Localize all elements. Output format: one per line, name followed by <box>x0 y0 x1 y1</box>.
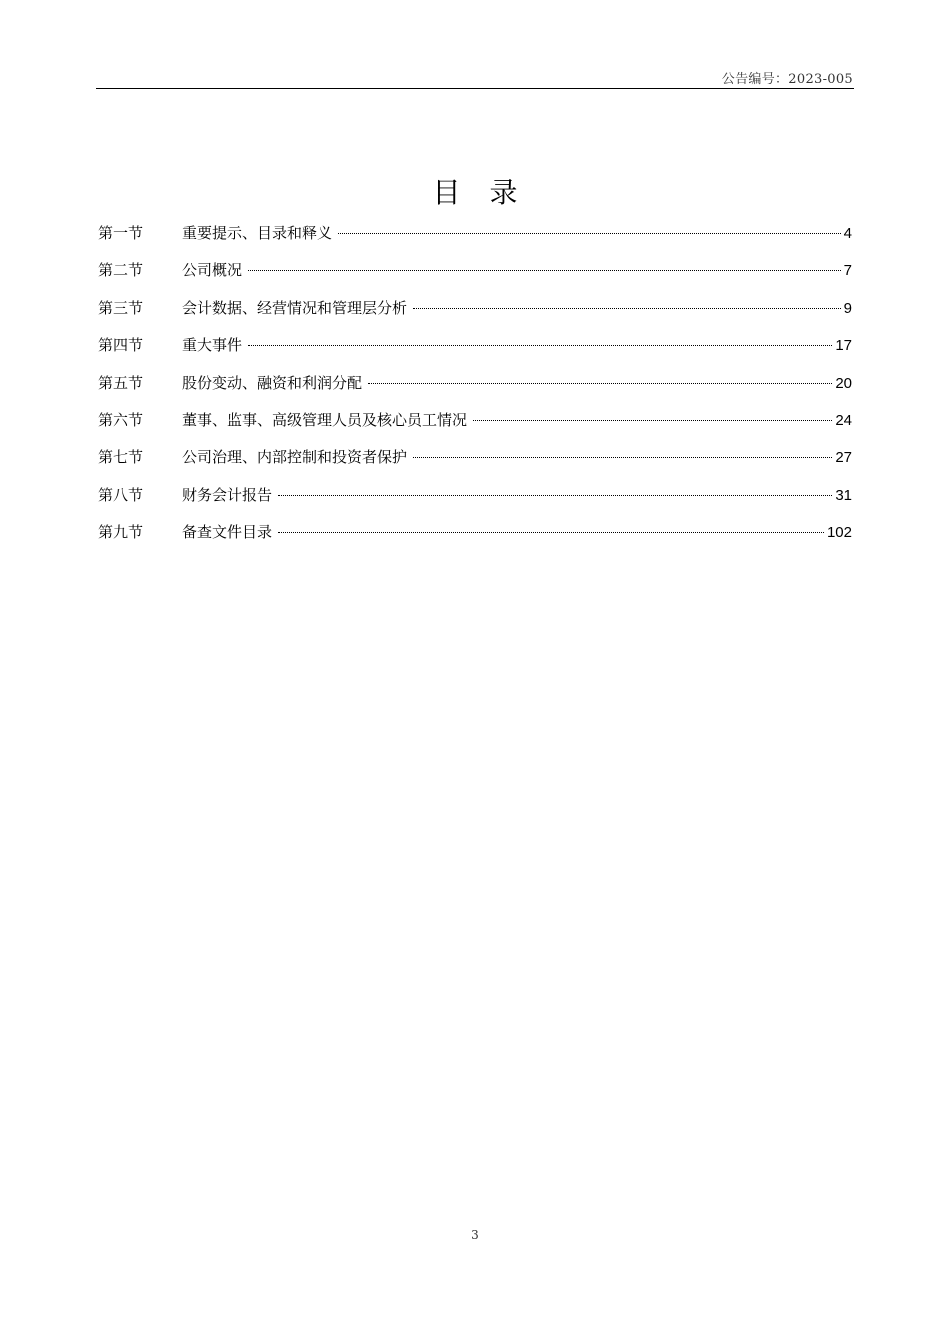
toc-page-number: 102 <box>826 524 852 542</box>
toc-section-number: 第七节 <box>98 448 144 467</box>
toc-page-number: 24 <box>835 411 852 429</box>
toc-section-number: 第六节 <box>98 410 144 429</box>
toc-section-number: 第五节 <box>98 373 144 392</box>
dot-leader <box>473 420 832 421</box>
dot-leader <box>248 270 841 271</box>
toc-entry[interactable] <box>98 481 852 518</box>
toc-section-number: 第九节 <box>98 523 144 542</box>
toc-section-number: 第四节 <box>98 336 144 355</box>
toc-section-title: 重要提示、目录和释义 <box>182 224 333 242</box>
dot-leader <box>368 383 832 384</box>
toc-section-title: 公司概况 <box>182 261 243 280</box>
table-of-contents <box>98 219 852 556</box>
toc-entry[interactable] <box>98 294 852 331</box>
toc-page-number: 27 <box>835 449 852 467</box>
toc-page-number: 9 <box>843 299 852 317</box>
toc-section-title: 重大事件 <box>182 336 243 355</box>
toc-entry[interactable] <box>98 443 852 480</box>
dot-leader <box>278 495 832 496</box>
toc-page-number: 20 <box>835 374 852 392</box>
toc-page-number: 31 <box>835 486 852 504</box>
toc-title: 目 录 <box>432 176 528 209</box>
toc-section-title: 公司治理、内部控制和投资者保护 <box>182 448 408 467</box>
dot-leader <box>338 233 841 234</box>
toc-section-title: 会计数据、经营情况和管理层分析 <box>182 298 408 317</box>
toc-section-number: 第二节 <box>98 261 144 280</box>
toc-section-title: 董事、监事、高级管理人员及核心员工情况 <box>182 410 468 429</box>
toc-entry[interactable] <box>98 219 852 256</box>
toc-page-number: 7 <box>843 262 852 280</box>
header-divider <box>96 88 854 89</box>
toc-entry[interactable] <box>98 406 852 443</box>
dot-leader <box>278 532 824 533</box>
page-number: 3 <box>471 1228 479 1242</box>
toc-section-number: 第一节 <box>98 224 144 242</box>
dot-leader <box>413 457 832 458</box>
toc-entry[interactable] <box>98 518 852 555</box>
dot-leader <box>248 345 832 346</box>
toc-page-number: 17 <box>835 337 852 355</box>
dot-leader <box>413 308 841 309</box>
toc-section-number: 第八节 <box>98 485 144 504</box>
toc-entry[interactable] <box>98 331 852 368</box>
toc-section-title: 财务会计报告 <box>182 485 273 504</box>
toc-page-number: 4 <box>843 225 852 242</box>
toc-section-title: 股份变动、融资和利润分配 <box>182 373 363 392</box>
announcement-code: 公告编号：2023-005 <box>721 72 853 87</box>
toc-entry[interactable] <box>98 369 852 406</box>
toc-entry[interactable] <box>98 256 852 293</box>
toc-section-title: 备查文件目录 <box>182 523 273 542</box>
toc-section-number: 第三节 <box>98 298 144 317</box>
